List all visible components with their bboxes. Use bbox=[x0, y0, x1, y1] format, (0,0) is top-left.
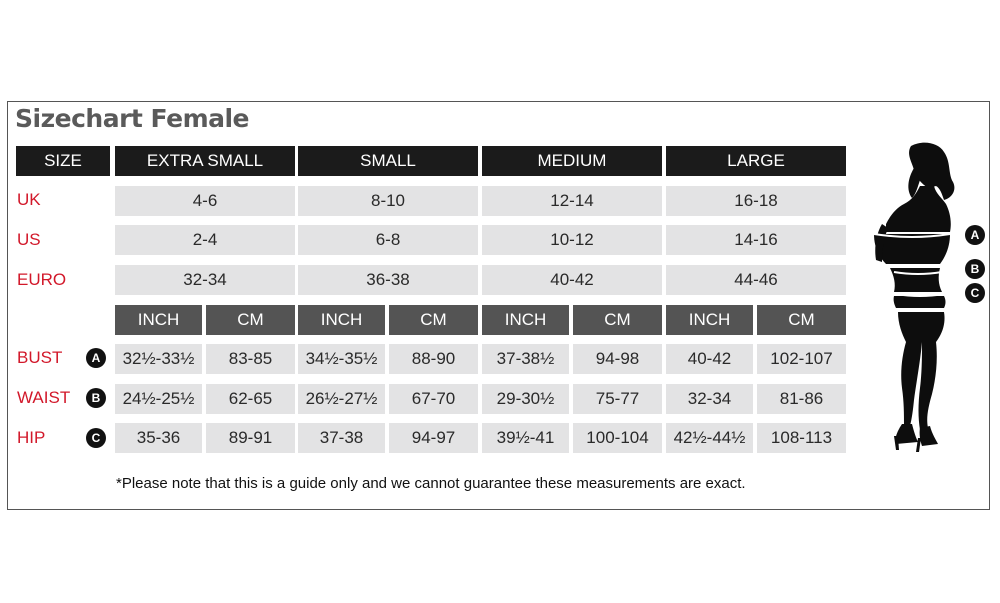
table-cell: 32-34 bbox=[115, 265, 295, 295]
table-cell: 29-30½ bbox=[482, 384, 569, 414]
table-cell: 35-36 bbox=[115, 423, 202, 453]
table-cell: 32½-33½ bbox=[115, 344, 202, 374]
table-cell: 89-91 bbox=[206, 423, 295, 453]
table-cell: 108-113 bbox=[757, 423, 846, 453]
table-cell: 40-42 bbox=[666, 344, 753, 374]
figure-badge-a-icon: A bbox=[965, 225, 985, 245]
table-cell: 94-98 bbox=[573, 344, 662, 374]
table-cell: 4-6 bbox=[115, 186, 295, 216]
row-label-uk: UK bbox=[17, 190, 41, 209]
table-cell: 75-77 bbox=[573, 384, 662, 414]
figure-badge-b-icon: B bbox=[965, 259, 985, 279]
table-cell: 32-34 bbox=[666, 384, 753, 414]
table-cell: 42½-44½ bbox=[666, 423, 753, 453]
unit-header-cm: CM bbox=[389, 305, 478, 335]
table-cell: 12-14 bbox=[482, 186, 662, 216]
table-cell: 37-38½ bbox=[482, 344, 569, 374]
table-cell: 34½-35½ bbox=[298, 344, 385, 374]
unit-header-cm: CM bbox=[206, 305, 295, 335]
row-label-euro: EURO bbox=[17, 270, 67, 289]
size-col-medium: MEDIUM bbox=[482, 146, 662, 176]
badge-b-icon: B bbox=[86, 388, 106, 408]
size-header: SIZE bbox=[16, 146, 110, 176]
unit-header-inch: INCH bbox=[115, 305, 202, 335]
table-cell: 102-107 bbox=[757, 344, 846, 374]
table-cell: 88-90 bbox=[389, 344, 478, 374]
table-cell: 36-38 bbox=[298, 265, 478, 295]
size-col-extra-small: EXTRA SMALL bbox=[115, 146, 295, 176]
table-cell: 8-10 bbox=[298, 186, 478, 216]
disclaimer-note: *Please note that this is a guide only and we cannot guarantee these measurements are exact. bbox=[116, 475, 746, 492]
badge-a-icon: A bbox=[86, 348, 106, 368]
row-label-us: US bbox=[17, 230, 41, 249]
table-cell: 100-104 bbox=[573, 423, 662, 453]
badge-c-icon: C bbox=[86, 428, 106, 448]
table-cell: 81-86 bbox=[757, 384, 846, 414]
table-cell: 14-16 bbox=[666, 225, 846, 255]
unit-header-inch: INCH bbox=[666, 305, 753, 335]
row-label-hip: HIP bbox=[17, 428, 46, 447]
table-cell: 37-38 bbox=[298, 423, 385, 453]
table-cell: 6-8 bbox=[298, 225, 478, 255]
table-cell: 2-4 bbox=[115, 225, 295, 255]
table-cell: 94-97 bbox=[389, 423, 478, 453]
table-cell: 67-70 bbox=[389, 384, 478, 414]
figure-badge-c-icon: C bbox=[965, 283, 985, 303]
table-cell: 39½-41 bbox=[482, 423, 569, 453]
table-cell: 44-46 bbox=[666, 265, 846, 295]
unit-header-cm: CM bbox=[757, 305, 846, 335]
unit-header-inch: INCH bbox=[298, 305, 385, 335]
table-cell: 24½-25½ bbox=[115, 384, 202, 414]
table-cell: 10-12 bbox=[482, 225, 662, 255]
table-cell: 40-42 bbox=[482, 265, 662, 295]
row-label-waist: WAIST bbox=[17, 388, 71, 407]
size-col-small: SMALL bbox=[298, 146, 478, 176]
size-col-large: LARGE bbox=[666, 146, 846, 176]
table-cell: 26½-27½ bbox=[298, 384, 385, 414]
unit-header-inch: INCH bbox=[482, 305, 569, 335]
table-cell: 62-65 bbox=[206, 384, 295, 414]
unit-header-cm: CM bbox=[573, 305, 662, 335]
table-cell: 83-85 bbox=[206, 344, 295, 374]
table-cell: 16-18 bbox=[666, 186, 846, 216]
chart-title: Sizechart Female bbox=[15, 104, 250, 133]
row-label-bust: BUST bbox=[17, 348, 63, 367]
